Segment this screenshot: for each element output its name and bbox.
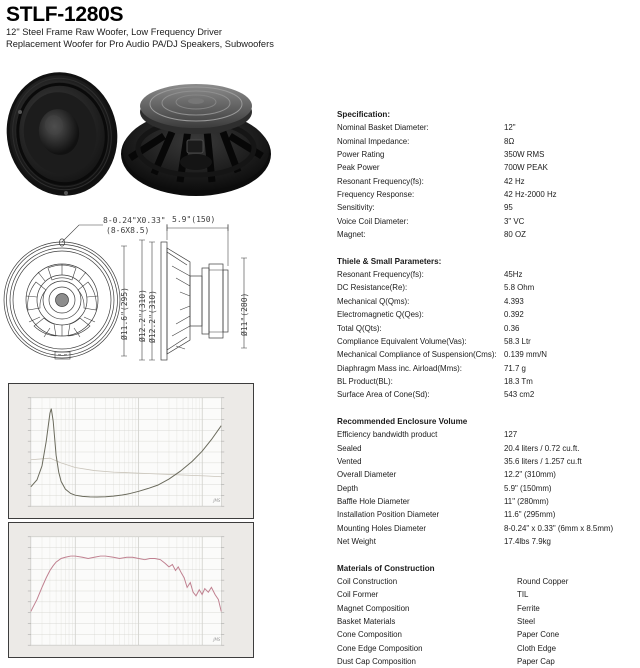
- thiele-small-value: 18.3 Tm: [504, 376, 533, 386]
- material-value: Paper Cone: [517, 630, 560, 640]
- specification-label: Sensitivity:: [337, 203, 375, 213]
- thiele-small-row: [337, 308, 637, 321]
- product-subtitle-line-2: Replacement Woofer for Pro Audio PA/DJ Speakers, Subwoofers: [6, 39, 274, 50]
- enclosure-value: 17.4lbs 7.9kg: [504, 537, 551, 546]
- product-photo-group: [4, 62, 286, 204]
- specification-label: Frequency Response:: [337, 190, 415, 200]
- specification-value: 3" VC: [504, 216, 525, 226]
- materials-rows: [337, 575, 637, 668]
- spacer: [337, 548, 637, 561]
- enclosure-label: Vented: [337, 456, 362, 466]
- thiele-small-row: [337, 335, 637, 348]
- enclosure-value: 8-0.24" x 0.33" (6mm x 8.5mm): [504, 523, 614, 533]
- side-view-drawing: [161, 242, 228, 360]
- drawing-svg: [0, 200, 286, 380]
- thiele-small-label: Electromagnetic Q(Qes):: [337, 310, 424, 320]
- spacer: [337, 402, 637, 415]
- specification-value: 12": [504, 123, 516, 133]
- enclosure-row: [337, 455, 637, 468]
- thiele-small-value: 0.392: [504, 310, 524, 320]
- specification-value: 350W RMS: [504, 150, 545, 160]
- enclosure-label: Depth: [337, 483, 359, 493]
- enclosure-value: 11.6" (295mm): [504, 510, 556, 520]
- spl-chart: [8, 522, 254, 658]
- thiele-small-value: 4.393: [504, 296, 524, 306]
- thiele-small-value: 45Hz: [504, 270, 523, 280]
- enclosure-row: [337, 495, 637, 508]
- product-photos: [4, 62, 286, 202]
- specification-row: [337, 215, 637, 228]
- specification-row: [337, 135, 637, 148]
- material-value: Ferrite: [517, 603, 540, 613]
- enclosure-label: Mounting Holes Diameter: [337, 523, 427, 533]
- mounting-holes-metric-label: (8-6X8.5): [106, 226, 150, 235]
- specification-row: [337, 188, 637, 201]
- specification-rows: [337, 121, 637, 241]
- thiele-small-label: Resonant Frequency(fs):: [337, 270, 424, 280]
- specification-value: 80 OZ: [504, 230, 526, 240]
- thiele-small-label: Mechanical Compliance of Suspension(Cms):: [337, 350, 497, 360]
- specification-value: 95: [504, 203, 513, 213]
- enclosure-row: [337, 428, 637, 441]
- specification-label: Peak Power: [337, 163, 380, 173]
- thiele-small-label: Mechanical Q(Qms):: [337, 296, 410, 306]
- material-value: Round Copper: [517, 577, 569, 587]
- enclosure-title: Recommended Enclosure Volume: [337, 416, 468, 426]
- material-label: Basket Materials: [337, 617, 396, 627]
- thiele-small-value: 0.36: [504, 323, 520, 333]
- thiele-small-value: 0.139 mm/N: [504, 350, 547, 360]
- depth-dimension-label: 5.9"(150): [172, 215, 216, 224]
- enclosure-row: [337, 508, 637, 521]
- material-label: Coil Former: [337, 590, 379, 600]
- material-row: [337, 642, 637, 655]
- material-row: [337, 575, 637, 588]
- material-label: Dust Cap Composition: [337, 657, 416, 667]
- material-value: Cloth Edge: [517, 643, 557, 653]
- enclosure-label: Efficiency bandwidth product: [337, 430, 438, 440]
- thiele-small-row: [337, 281, 637, 294]
- woofer-rear-photo: [121, 84, 271, 196]
- overall-diameter-dimension-label: Ø12.2"(310): [138, 289, 147, 342]
- material-label: Cone Composition: [337, 630, 402, 640]
- enclosure-row: [337, 442, 637, 455]
- thiele-small-value: 71.7 g: [504, 363, 526, 373]
- enclosure-label: Sealed: [337, 443, 362, 453]
- enclosure-value: 5.9" (150mm): [504, 483, 552, 493]
- thiele-small-label: Surface Area of Cone(Sd):: [337, 390, 430, 400]
- thiele-small-label: Total Q(Qts):: [337, 323, 382, 333]
- spl-chart-plot: [9, 523, 253, 657]
- product-subtitle-line-1: 12" Steel Frame Raw Woofer, Low Frequency Driver: [6, 27, 223, 37]
- chart-watermark: JMS: [213, 498, 221, 504]
- specification-row: [337, 161, 637, 174]
- specification-row: [337, 228, 637, 241]
- spacer: [337, 241, 637, 254]
- specification-value: 42 Hz: [504, 176, 525, 186]
- thiele-small-row: [337, 375, 637, 388]
- page-header: [6, 4, 336, 51]
- specification-label: Magnet:: [337, 230, 366, 240]
- thiele-small-label: Compliance Equivalent Volume(Vas):: [337, 336, 467, 346]
- page-title: STLF-1280S: [6, 3, 124, 26]
- enclosure-value: 127: [504, 430, 518, 440]
- enclosure-row: [337, 522, 637, 535]
- impedance-chart: [8, 383, 254, 519]
- thiele-small-rows: [337, 268, 637, 401]
- thiele-small-label: DC Resistance(Re):: [337, 283, 408, 293]
- thiele-small-row: [337, 295, 637, 308]
- thiele-small-label: BL Product(BL):: [337, 376, 393, 386]
- specification-row: [337, 121, 637, 134]
- material-row: [337, 602, 637, 615]
- thiele-small-row: [337, 322, 637, 335]
- enclosure-value: 20.4 liters / 0.72 cu.ft.: [504, 443, 580, 453]
- thiele-small-label: Diaphragm Mass inc. Airload(Mms):: [337, 363, 462, 373]
- chart-watermark: JMS: [213, 637, 221, 643]
- material-row: [337, 628, 637, 641]
- material-value: TIL: [517, 590, 529, 600]
- enclosure-label: Overall Diameter: [337, 470, 397, 480]
- thiele-small-value: 543 cm2: [504, 390, 535, 400]
- specification-label: Resonant Frequency(fs):: [337, 176, 424, 186]
- baffle-hole-dimension-label: Ø11"(280): [240, 292, 249, 336]
- enclosure-value: 11" (280mm): [504, 496, 549, 506]
- enclosure-row: [337, 482, 637, 495]
- material-label: Coil Construction: [337, 577, 398, 587]
- enclosure-value: 12.2" (310mm): [504, 470, 556, 480]
- material-value: Paper Cap: [517, 657, 555, 667]
- specification-label: Nominal Impedance:: [337, 136, 410, 146]
- specification-title: Specification:: [337, 110, 391, 119]
- specification-value: 8Ω: [504, 136, 515, 146]
- specifications-panel: [337, 108, 637, 668]
- thiele-small-row: [337, 362, 637, 375]
- specification-value: 700W PEAK: [504, 163, 548, 173]
- specification-row: [337, 148, 637, 161]
- specification-label: Voice Coil Diameter:: [337, 216, 409, 226]
- front-view-drawing: [4, 239, 120, 359]
- material-label: Cone Edge Composition: [337, 643, 423, 653]
- enclosure-rows: [337, 428, 637, 548]
- enclosure-group: [337, 415, 637, 548]
- enclosure-row: [337, 535, 637, 548]
- specification-group: [337, 108, 637, 241]
- enclosure-label: Net Weight: [337, 537, 376, 546]
- side-overall-diameter-label: Ø12.2"(310): [148, 290, 157, 343]
- material-value: Steel: [517, 617, 535, 627]
- enclosure-label: Installation Position Diameter: [337, 510, 440, 520]
- thiele-small-value: 5.8 Ohm: [504, 283, 535, 293]
- specification-label: Nominal Basket Diameter:: [337, 123, 429, 133]
- specification-value: 42 Hz-2000 Hz: [504, 190, 557, 200]
- specification-label: Power Rating: [337, 150, 385, 160]
- enclosure-label: Baffle Hole Diameter: [337, 496, 410, 506]
- thiele-small-row: [337, 268, 637, 281]
- enclosure-value: 35.6 liters / 1.257 cu.ft: [504, 456, 582, 466]
- bolt-circle-dimension-label: Ø11.6"(295): [120, 287, 129, 340]
- material-row: [337, 588, 637, 601]
- thiele-small-row: [337, 388, 637, 401]
- thiele-small-row: [337, 348, 637, 361]
- technical-drawings: [0, 200, 286, 380]
- materials-title: Materials of Construction: [337, 563, 435, 573]
- woofer-front-photo: [4, 62, 129, 204]
- thiele-small-value: 58.3 Ltr: [504, 336, 531, 346]
- materials-group: [337, 562, 637, 668]
- specification-row: [337, 201, 637, 214]
- mounting-holes-dimension-label: 8-0.24"X0.33": [103, 216, 166, 225]
- material-label: Magnet Composition: [337, 603, 410, 613]
- specification-row: [337, 175, 637, 188]
- enclosure-row: [337, 468, 637, 481]
- thiele-small-title: Thiele & Small Parameters:: [337, 256, 442, 266]
- thiele-small-group: [337, 255, 637, 402]
- impedance-chart-plot: [9, 384, 253, 518]
- material-row: [337, 615, 637, 628]
